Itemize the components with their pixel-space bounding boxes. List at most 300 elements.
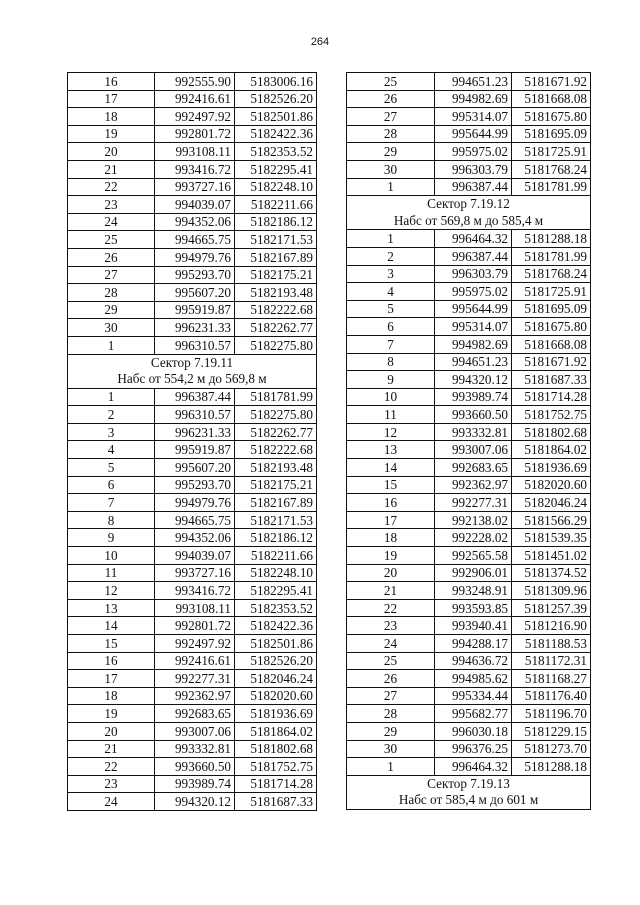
point-number-cell: 27 <box>347 108 435 126</box>
table-row <box>347 511 591 529</box>
y-coordinate-cell: 5181216.90 <box>512 617 591 635</box>
table-row <box>347 722 591 740</box>
y-coordinate-cell: 5182275.80 <box>235 406 317 424</box>
point-number-cell: 1 <box>347 178 435 196</box>
table-row <box>347 599 591 617</box>
point-number-cell: 19 <box>68 125 155 143</box>
y-coordinate-cell: 5183006.16 <box>235 73 317 91</box>
sector-range: Набс от 554,2 м до 569,8 м <box>117 371 267 387</box>
table-row <box>68 196 317 214</box>
y-coordinate-cell: 5182422.36 <box>235 125 317 143</box>
table-row <box>68 406 317 424</box>
point-number-cell: 5 <box>68 459 155 477</box>
point-number-cell: 12 <box>347 423 435 441</box>
x-coordinate-cell: 992683.65 <box>435 459 512 477</box>
point-number-cell: 29 <box>68 301 155 319</box>
x-coordinate-cell: 994651.23 <box>435 353 512 371</box>
point-number-cell: 28 <box>347 705 435 723</box>
x-coordinate-cell: 993989.74 <box>435 388 512 406</box>
y-coordinate-cell: 5182175.21 <box>235 476 317 494</box>
table-row <box>347 617 591 635</box>
point-number-cell: 22 <box>68 758 155 776</box>
x-coordinate-cell: 996303.79 <box>435 265 512 283</box>
y-coordinate-cell: 5181176.40 <box>512 687 591 705</box>
point-number-cell: 15 <box>347 476 435 494</box>
x-coordinate-cell: 992277.31 <box>155 670 235 688</box>
x-coordinate-cell: 995644.99 <box>435 125 512 143</box>
table-row <box>68 476 317 494</box>
x-coordinate-cell: 996387.44 <box>155 388 235 406</box>
point-number-cell: 24 <box>68 793 155 811</box>
sector-title: Сектор 7.19.11 <box>150 354 234 370</box>
point-number-cell: 24 <box>68 213 155 231</box>
y-coordinate-cell: 5181374.52 <box>512 564 591 582</box>
point-number-cell: 26 <box>347 90 435 108</box>
table-row <box>347 143 591 161</box>
coordinates-table-right <box>346 72 591 810</box>
table-row <box>347 90 591 108</box>
y-coordinate-cell: 5182526.20 <box>235 652 317 670</box>
x-coordinate-cell: 995644.99 <box>435 300 512 318</box>
x-coordinate-cell: 995682.77 <box>435 705 512 723</box>
point-number-cell: 17 <box>68 670 155 688</box>
point-number-cell: 26 <box>347 670 435 688</box>
table-row <box>347 73 591 91</box>
table-row <box>68 388 317 406</box>
x-coordinate-cell: 992416.61 <box>155 90 235 108</box>
point-number-cell: 24 <box>347 635 435 653</box>
table-row <box>347 670 591 688</box>
point-number-cell: 18 <box>347 529 435 547</box>
point-number-cell: 20 <box>68 722 155 740</box>
y-coordinate-cell: 5181695.09 <box>512 125 591 143</box>
table-row <box>68 336 317 354</box>
table-row <box>68 231 317 249</box>
point-number-cell: 4 <box>347 283 435 301</box>
table-row <box>68 213 317 231</box>
table-row <box>68 740 317 758</box>
point-number-cell: 13 <box>68 599 155 617</box>
point-number-cell: 5 <box>347 300 435 318</box>
y-coordinate-cell: 5182501.86 <box>235 635 317 653</box>
x-coordinate-cell: 995919.87 <box>155 301 235 319</box>
point-number-cell: 3 <box>347 265 435 283</box>
x-coordinate-cell: 996310.57 <box>155 336 235 354</box>
y-coordinate-cell: 5182167.89 <box>235 494 317 512</box>
point-number-cell: 2 <box>68 406 155 424</box>
x-coordinate-cell: 994665.75 <box>155 511 235 529</box>
sector-header-cell <box>347 196 591 230</box>
x-coordinate-cell: 992362.97 <box>435 476 512 494</box>
point-number-cell: 22 <box>347 599 435 617</box>
table-body <box>68 73 317 811</box>
x-coordinate-cell: 995975.02 <box>435 143 512 161</box>
x-coordinate-cell: 993940.41 <box>435 617 512 635</box>
point-number-cell: 18 <box>68 687 155 705</box>
x-coordinate-cell: 993416.72 <box>155 160 235 178</box>
y-coordinate-cell: 5182295.41 <box>235 582 317 600</box>
table-row <box>347 371 591 389</box>
point-number-cell: 26 <box>68 248 155 266</box>
table-row <box>68 687 317 705</box>
y-coordinate-cell: 5181196.70 <box>512 705 591 723</box>
y-coordinate-cell: 5182275.80 <box>235 336 317 354</box>
y-coordinate-cell: 5181687.33 <box>512 371 591 389</box>
x-coordinate-cell: 993108.11 <box>155 143 235 161</box>
point-number-cell: 6 <box>347 318 435 336</box>
point-number-cell: 10 <box>68 547 155 565</box>
x-coordinate-cell: 992228.02 <box>435 529 512 547</box>
x-coordinate-cell: 992683.65 <box>155 705 235 723</box>
point-number-cell: 14 <box>68 617 155 635</box>
x-coordinate-cell: 996464.32 <box>435 758 512 776</box>
x-coordinate-cell: 992906.01 <box>435 564 512 582</box>
y-coordinate-cell: 5181936.69 <box>512 459 591 477</box>
y-coordinate-cell: 5181566.29 <box>512 511 591 529</box>
x-coordinate-cell: 994039.07 <box>155 547 235 565</box>
sector-title: Сектор 7.19.13 <box>427 775 510 791</box>
table-row <box>68 793 317 811</box>
table-row <box>347 494 591 512</box>
table-row <box>347 582 591 600</box>
table-row <box>347 758 591 776</box>
table-row <box>347 318 591 336</box>
x-coordinate-cell: 994636.72 <box>435 652 512 670</box>
x-coordinate-cell: 994979.76 <box>155 494 235 512</box>
table-row <box>347 406 591 424</box>
point-number-cell: 8 <box>347 353 435 371</box>
x-coordinate-cell: 994985.62 <box>435 670 512 688</box>
x-coordinate-cell: 996030.18 <box>435 722 512 740</box>
point-number-cell: 16 <box>347 494 435 512</box>
y-coordinate-cell: 5182248.10 <box>235 178 317 196</box>
table-row <box>347 459 591 477</box>
point-number-cell: 17 <box>347 511 435 529</box>
x-coordinate-cell: 995975.02 <box>435 283 512 301</box>
x-coordinate-cell: 993660.50 <box>435 406 512 424</box>
x-coordinate-cell: 992801.72 <box>155 617 235 635</box>
point-number-cell: 9 <box>347 371 435 389</box>
table-row <box>68 511 317 529</box>
y-coordinate-cell: 5181273.70 <box>512 740 591 758</box>
table-row <box>68 705 317 723</box>
x-coordinate-cell: 992416.61 <box>155 652 235 670</box>
point-number-cell: 7 <box>347 335 435 353</box>
table-row <box>68 459 317 477</box>
table-row <box>68 722 317 740</box>
table-row <box>68 775 317 793</box>
y-coordinate-cell: 5182186.12 <box>235 213 317 231</box>
y-coordinate-cell: 5181675.80 <box>512 108 591 126</box>
y-coordinate-cell: 5181781.99 <box>235 388 317 406</box>
table-row <box>347 529 591 547</box>
point-number-cell: 30 <box>347 160 435 178</box>
y-coordinate-cell: 5181725.91 <box>512 283 591 301</box>
y-coordinate-cell: 5182020.60 <box>235 687 317 705</box>
x-coordinate-cell: 996303.79 <box>435 160 512 178</box>
y-coordinate-cell: 5182211.66 <box>235 196 317 214</box>
table-row <box>347 178 591 196</box>
y-coordinate-cell: 5182171.53 <box>235 231 317 249</box>
y-coordinate-cell: 5182262.77 <box>235 423 317 441</box>
y-coordinate-cell: 5181172.31 <box>512 652 591 670</box>
point-number-cell: 29 <box>347 722 435 740</box>
table-row <box>347 125 591 143</box>
table-row <box>347 705 591 723</box>
y-coordinate-cell: 5182295.41 <box>235 160 317 178</box>
y-coordinate-cell: 5181288.18 <box>512 758 591 776</box>
table-row <box>68 284 317 302</box>
y-coordinate-cell: 5181229.15 <box>512 722 591 740</box>
point-number-cell: 29 <box>347 143 435 161</box>
table-row <box>68 582 317 600</box>
x-coordinate-cell: 992555.90 <box>155 73 235 91</box>
table-row <box>68 90 317 108</box>
table-row <box>68 635 317 653</box>
y-coordinate-cell: 5182046.24 <box>512 494 591 512</box>
y-coordinate-cell: 5181288.18 <box>512 230 591 248</box>
coordinates-table-left <box>67 72 317 811</box>
table-row <box>68 266 317 284</box>
x-coordinate-cell: 996387.44 <box>435 178 512 196</box>
sector-header-cell <box>68 354 317 388</box>
x-coordinate-cell: 995314.07 <box>435 318 512 336</box>
table-row <box>68 301 317 319</box>
point-number-cell: 10 <box>347 388 435 406</box>
point-number-cell: 23 <box>68 775 155 793</box>
table-row <box>347 300 591 318</box>
y-coordinate-cell: 5181781.99 <box>512 247 591 265</box>
point-number-cell: 15 <box>68 635 155 653</box>
table-row <box>68 599 317 617</box>
x-coordinate-cell: 993660.50 <box>155 758 235 776</box>
y-coordinate-cell: 5182222.68 <box>235 301 317 319</box>
point-number-cell: 1 <box>68 336 155 354</box>
x-coordinate-cell: 994352.06 <box>155 213 235 231</box>
x-coordinate-cell: 996464.32 <box>435 230 512 248</box>
sector-header-row <box>347 196 591 230</box>
y-coordinate-cell: 5181168.27 <box>512 670 591 688</box>
table-row <box>68 617 317 635</box>
x-coordinate-cell: 992497.92 <box>155 108 235 126</box>
point-number-cell: 2 <box>347 247 435 265</box>
point-number-cell: 20 <box>347 564 435 582</box>
x-coordinate-cell: 995293.70 <box>155 266 235 284</box>
point-number-cell: 21 <box>68 740 155 758</box>
table-row <box>347 353 591 371</box>
table-row <box>68 670 317 688</box>
sector-header-row <box>347 775 591 809</box>
sector-header-cell <box>347 775 591 809</box>
point-number-cell: 30 <box>347 740 435 758</box>
table-row <box>347 388 591 406</box>
point-number-cell: 20 <box>68 143 155 161</box>
point-number-cell: 22 <box>68 178 155 196</box>
point-number-cell: 30 <box>68 319 155 337</box>
sector-header-row <box>68 354 317 388</box>
y-coordinate-cell: 5182171.53 <box>235 511 317 529</box>
x-coordinate-cell: 994320.12 <box>155 793 235 811</box>
x-coordinate-cell: 993727.16 <box>155 178 235 196</box>
x-coordinate-cell: 996376.25 <box>435 740 512 758</box>
y-coordinate-cell: 5182262.77 <box>235 319 317 337</box>
x-coordinate-cell: 994320.12 <box>435 371 512 389</box>
y-coordinate-cell: 5182211.66 <box>235 547 317 565</box>
table-row <box>68 248 317 266</box>
y-coordinate-cell: 5181864.02 <box>235 722 317 740</box>
x-coordinate-cell: 995314.07 <box>435 108 512 126</box>
y-coordinate-cell: 5181257.39 <box>512 599 591 617</box>
y-coordinate-cell: 5182353.52 <box>235 599 317 617</box>
table-row <box>68 529 317 547</box>
table-row <box>68 319 317 337</box>
table-row <box>347 547 591 565</box>
y-coordinate-cell: 5182020.60 <box>512 476 591 494</box>
y-coordinate-cell: 5181188.53 <box>512 635 591 653</box>
table-row <box>68 423 317 441</box>
x-coordinate-cell: 994039.07 <box>155 196 235 214</box>
x-coordinate-cell: 996231.33 <box>155 319 235 337</box>
page-number: 264 <box>310 36 330 48</box>
table-row <box>68 160 317 178</box>
y-coordinate-cell: 5181768.24 <box>512 265 591 283</box>
y-coordinate-cell: 5181714.28 <box>512 388 591 406</box>
table-row <box>68 108 317 126</box>
table-row <box>347 441 591 459</box>
point-number-cell: 9 <box>68 529 155 547</box>
table-row <box>347 265 591 283</box>
x-coordinate-cell: 995919.87 <box>155 441 235 459</box>
y-coordinate-cell: 5182222.68 <box>235 441 317 459</box>
y-coordinate-cell: 5181752.75 <box>235 758 317 776</box>
y-coordinate-cell: 5181668.08 <box>512 90 591 108</box>
x-coordinate-cell: 994982.69 <box>435 335 512 353</box>
y-coordinate-cell: 5182186.12 <box>235 529 317 547</box>
point-number-cell: 12 <box>68 582 155 600</box>
y-coordinate-cell: 5181864.02 <box>512 441 591 459</box>
point-number-cell: 27 <box>347 687 435 705</box>
y-coordinate-cell: 5181675.80 <box>512 318 591 336</box>
y-coordinate-cell: 5181752.75 <box>512 406 591 424</box>
y-coordinate-cell: 5181695.09 <box>512 300 591 318</box>
y-coordinate-cell: 5182526.20 <box>235 90 317 108</box>
point-number-cell: 14 <box>347 459 435 477</box>
x-coordinate-cell: 993593.85 <box>435 599 512 617</box>
point-number-cell: 1 <box>347 758 435 776</box>
point-number-cell: 25 <box>347 652 435 670</box>
point-number-cell: 16 <box>68 652 155 670</box>
y-coordinate-cell: 5181687.33 <box>235 793 317 811</box>
y-coordinate-cell: 5181802.68 <box>512 423 591 441</box>
table-row <box>68 652 317 670</box>
x-coordinate-cell: 993989.74 <box>155 775 235 793</box>
x-coordinate-cell: 995334.44 <box>435 687 512 705</box>
sector-range: Набс от 569,8 м до 585,4 м <box>393 212 544 228</box>
x-coordinate-cell: 993007.06 <box>435 441 512 459</box>
x-coordinate-cell: 996387.44 <box>435 247 512 265</box>
x-coordinate-cell: 993416.72 <box>155 582 235 600</box>
x-coordinate-cell: 992277.31 <box>435 494 512 512</box>
point-number-cell: 7 <box>68 494 155 512</box>
x-coordinate-cell: 994288.17 <box>435 635 512 653</box>
table-row <box>68 143 317 161</box>
table-row <box>68 441 317 459</box>
y-coordinate-cell: 5181781.99 <box>512 178 591 196</box>
x-coordinate-cell: 995293.70 <box>155 476 235 494</box>
table-row <box>347 476 591 494</box>
y-coordinate-cell: 5182353.52 <box>235 143 317 161</box>
y-coordinate-cell: 5182167.89 <box>235 248 317 266</box>
table-row <box>347 283 591 301</box>
point-number-cell: 1 <box>347 230 435 248</box>
table-row <box>347 247 591 265</box>
point-number-cell: 17 <box>68 90 155 108</box>
point-number-cell: 11 <box>68 564 155 582</box>
y-coordinate-cell: 5181309.96 <box>512 582 591 600</box>
sector-range: Набс от 585,4 м до 601 м <box>398 792 539 808</box>
y-coordinate-cell: 5181668.08 <box>512 335 591 353</box>
x-coordinate-cell: 995607.20 <box>155 459 235 477</box>
y-coordinate-cell: 5181451.02 <box>512 547 591 565</box>
point-number-cell: 13 <box>347 441 435 459</box>
table-body <box>347 73 591 810</box>
x-coordinate-cell: 995607.20 <box>155 284 235 302</box>
y-coordinate-cell: 5182046.24 <box>235 670 317 688</box>
table-row <box>347 108 591 126</box>
x-coordinate-cell: 992497.92 <box>155 635 235 653</box>
y-coordinate-cell: 5181714.28 <box>235 775 317 793</box>
x-coordinate-cell: 993248.91 <box>435 582 512 600</box>
table-row <box>68 125 317 143</box>
table-row <box>347 740 591 758</box>
y-coordinate-cell: 5181539.35 <box>512 529 591 547</box>
table-row <box>347 564 591 582</box>
x-coordinate-cell: 994665.75 <box>155 231 235 249</box>
y-coordinate-cell: 5182193.48 <box>235 284 317 302</box>
point-number-cell: 21 <box>68 160 155 178</box>
y-coordinate-cell: 5181768.24 <box>512 160 591 178</box>
y-coordinate-cell: 5182175.21 <box>235 266 317 284</box>
point-number-cell: 23 <box>347 617 435 635</box>
point-number-cell: 27 <box>68 266 155 284</box>
table-row <box>347 230 591 248</box>
x-coordinate-cell: 992801.72 <box>155 125 235 143</box>
point-number-cell: 19 <box>347 547 435 565</box>
table-row <box>347 423 591 441</box>
y-coordinate-cell: 5181936.69 <box>235 705 317 723</box>
point-number-cell: 4 <box>68 441 155 459</box>
x-coordinate-cell: 994352.06 <box>155 529 235 547</box>
y-coordinate-cell: 5181671.92 <box>512 73 591 91</box>
point-number-cell: 28 <box>347 125 435 143</box>
table-row <box>68 178 317 196</box>
table-row <box>347 160 591 178</box>
y-coordinate-cell: 5182422.36 <box>235 617 317 635</box>
x-coordinate-cell: 994651.23 <box>435 73 512 91</box>
x-coordinate-cell: 992362.97 <box>155 687 235 705</box>
x-coordinate-cell: 996310.57 <box>155 406 235 424</box>
point-number-cell: 18 <box>68 108 155 126</box>
table-row <box>347 635 591 653</box>
y-coordinate-cell: 5181725.91 <box>512 143 591 161</box>
point-number-cell: 23 <box>68 196 155 214</box>
table-row <box>347 687 591 705</box>
point-number-cell: 25 <box>347 73 435 91</box>
table-row <box>347 335 591 353</box>
point-number-cell: 6 <box>68 476 155 494</box>
table-row <box>68 547 317 565</box>
x-coordinate-cell: 992565.58 <box>435 547 512 565</box>
